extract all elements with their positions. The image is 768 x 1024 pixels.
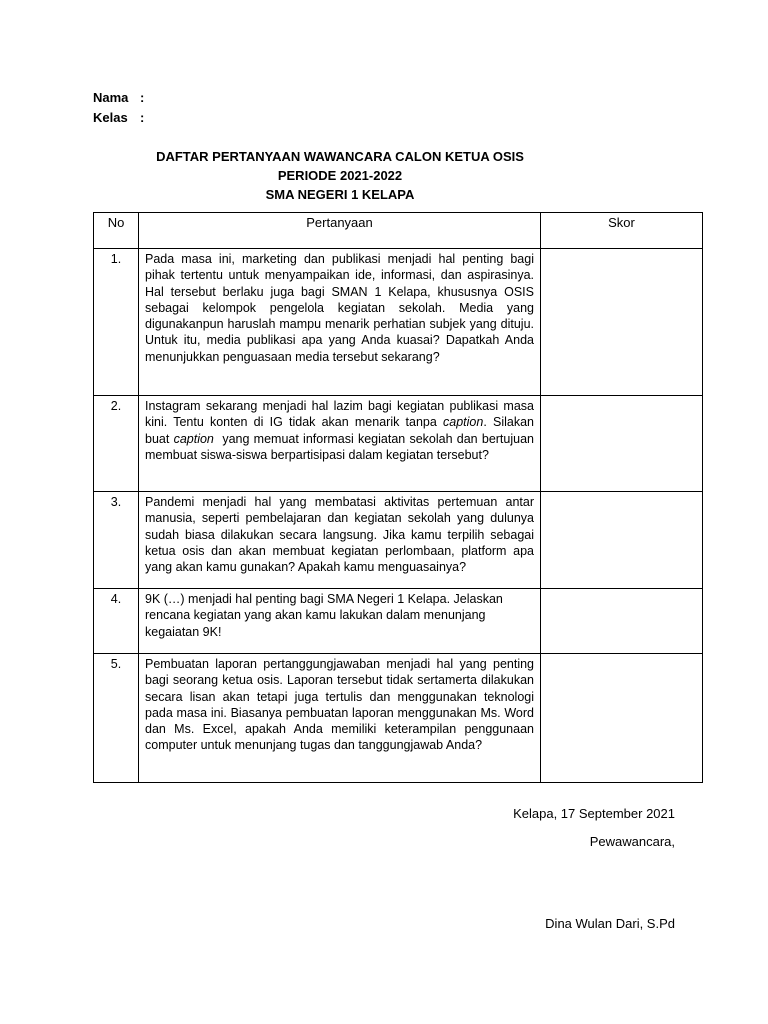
question-text-italic: caption [173,431,214,446]
name-field [93,88,144,108]
question-text-part: yang memuat informasi kegiatan sekolah dan bertujuan membuat siswa-siswa berpartisipasi dalam kegiatan tersebut? [145,431,538,462]
title-line-3: SMA NEGERI 1 KELAPA [265,187,415,202]
question-text-italic: caption [443,415,484,430]
score-cell [541,396,703,492]
score-cell [541,249,703,396]
score-cell [541,654,703,783]
name-label: Nama [93,90,129,105]
question-text: Pembuatan laporan pertanggungjawaban menjadi hal yang penting bagi seorang ketua osis. Laporan tersebut tidak sertamerta dilakukan secara lisan akan tetapi juga tertulis dan menggunakan teknologi pada masa ini. Biasanya pembuatan laporan menggunakan Ms. Word dan Ms. Excel, apakah Anda memiliki keterampilan penggunaan computer untuk menunjang tugas dan tanggungjawab Anda? [139,654,541,783]
table-row [94,492,703,589]
score-cell [541,492,703,589]
table-header-row [94,213,703,249]
header-score: Skor [541,213,703,249]
identity-fields [93,88,144,128]
table-row [94,249,703,396]
row-number: 3. [94,492,139,589]
header-no: No [94,213,139,249]
title-line-2: PERIODE 2021-2022 [277,168,403,183]
question-text: 9K (…) menjadi hal penting bagi SMA Negeri 1 Kelapa. Jelaskan rencana kegiatan yang akan kamu lakukan dalam menunjang kegaiatan 9K! [139,589,541,654]
document-title [0,147,724,204]
question-text: Pada masa ini, marketing dan publikasi menjadi hal penting bagi pihak tertentu untuk menyampaikan ide, informasi, dan aspirasinya. Hal tersebut berlaku juga bagi SMAN 1 Kelapa, khususnya OSIS sebagai kelompok pengelola kegiatan sekolah. Media yang digunakanpun haruslah mampu menarik perhatian subjek yang dituju. Untuk itu, media publikasi apa yang Anda kuasai? Dapatkah Anda menunjukkan penguasaan media tersebut sekarang? [139,249,541,396]
question-text [139,396,541,492]
row-number: 5. [94,654,139,783]
score-cell [541,589,703,654]
title-line-1: DAFTAR PERTANYAAN WAWANCARA CALON KETUA OSIS [156,149,524,164]
table-row [94,396,703,492]
class-label: Kelas [93,110,128,125]
name-separator: : [140,90,145,105]
question-text-part: . Silakan buat [145,415,534,446]
question-text-part: Instagram sekarang menjadi hal lazim bagi kegiatan publikasi masa kini. Tentu konten di IG tidak akan menarik tanpa [145,399,534,430]
question-table [93,212,703,783]
question-text: Pandemi menjadi hal yang membatasi aktivitas pertemuan antar manusia, seperti pembelajaran dan kegiatan sekolah yang dulunya sudah biasa dilakukan secara langsung. Jika kamu terpilih sebagai ketua osis dan akan membuat kegiatan perlombaan, platform apa yang akan kamu gunakan? Apakah kamu menguasainya? [139,492,541,589]
signature-name: Dina Wulan Dari, S.Pd [545,916,675,931]
table-row [94,589,703,654]
row-number: 2. [94,396,139,492]
signature-role: Pewawancara, [589,834,675,849]
row-number: 4. [94,589,139,654]
header-question: Pertanyaan [139,213,541,249]
class-separator: : [140,110,145,125]
signature-place-date: Kelapa, 17 September 2021 [513,806,675,821]
class-field [93,108,144,128]
row-number: 1. [94,249,139,396]
table-row [94,654,703,783]
